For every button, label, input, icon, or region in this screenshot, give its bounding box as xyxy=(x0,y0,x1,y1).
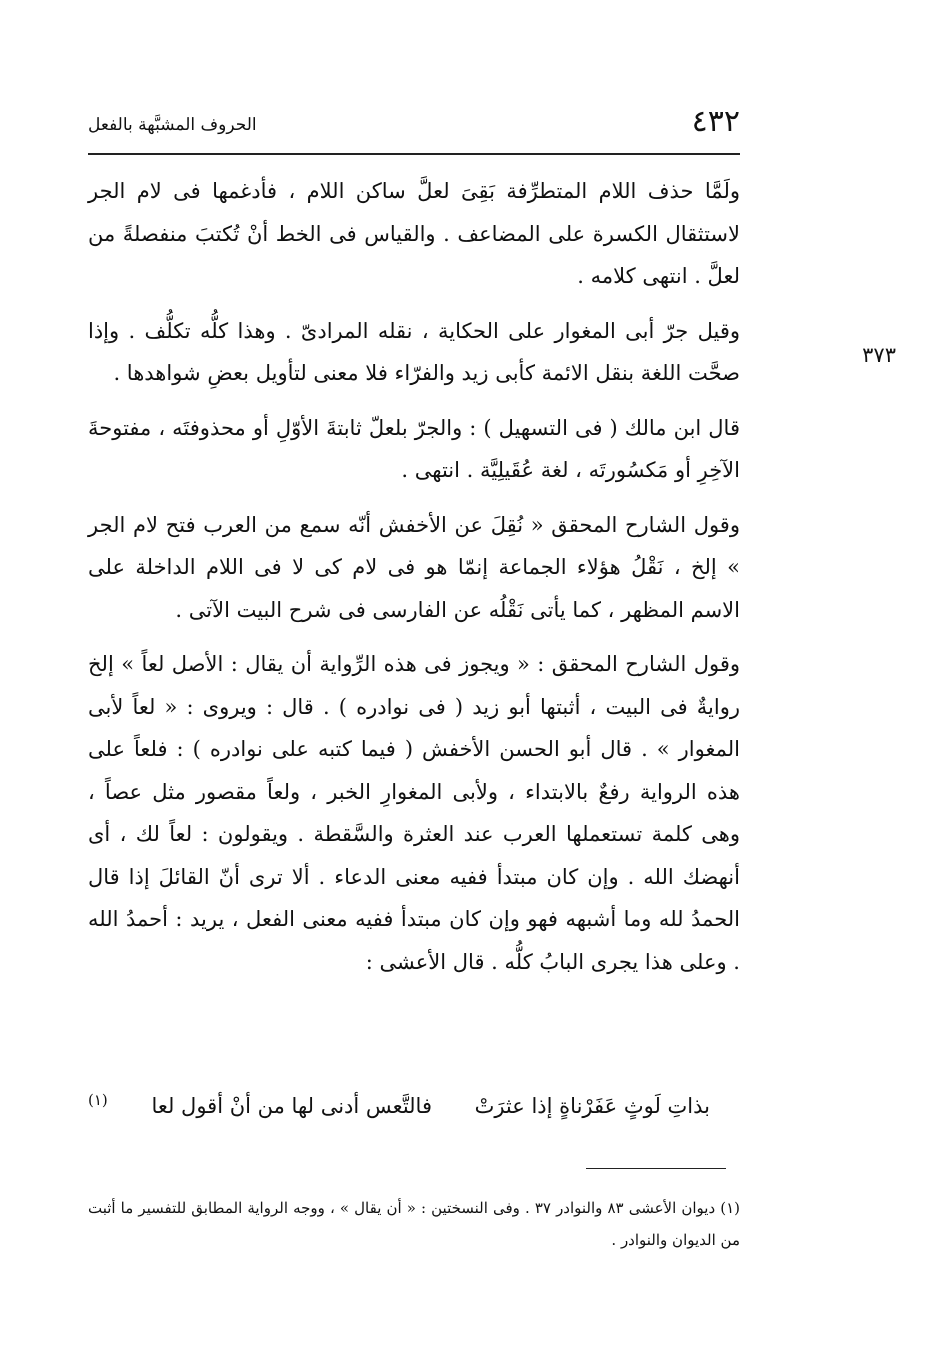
verse-second-hemistich: فالتَّعس أدنى لها من أنْ أقول لعا xyxy=(151,1094,432,1118)
footnote-reference: (١) xyxy=(88,1091,108,1109)
verse-first-hemistich: بذاتِ لَوثٍ عَفَرْناةٍ إذا عثرَتْ xyxy=(474,1094,710,1118)
running-title: الحروف المشبَّهة بالفعل xyxy=(88,115,257,135)
paragraph: وقول الشارح المحقق « نُقِلَ عن الأخفش أنّه سمع من العرب فتح لام الجر » إلخ ، نَقْلُ هؤلاء الجماعة إنمّا هو فى لام كى لا فى اللام الداخلة على الاسم المظهر ، كما يأتى نَقْلُه عن الفارسى فى شرح البيت الآتى . xyxy=(88,512,740,622)
footnote: (١) ديوان الأعشى ٨٣ والنوادر ٣٧ . وفى النسختين : « أن يقال » ، ووجه الرواية المطابق للتفسير ما أثبت من الديوان والنوادر . xyxy=(88,1199,740,1249)
page-number: ٤٣٢ xyxy=(691,104,740,139)
poetry-verse xyxy=(88,1086,740,1130)
footnote-divider xyxy=(586,1168,726,1169)
paragraph: قال ابن مالك ( فى التسهيل ) : والجرّ بلعلّ ثابتةَ الأوّلِ أو محذوفتَه ، مفتوحةَ الآخِرِ أو مَكسُورتَه ، لغة عُقَيلِيَّة . انتهى . xyxy=(88,415,740,482)
margin-note-number: ٣٧٣ xyxy=(862,343,896,367)
header-divider xyxy=(88,153,740,155)
paragraph: ولَمَّا حذف اللام المتطرِّفة بَقِىَ لعلَّ ساكن اللام ، فأدغمها فى لام الجر لاستثقال الكسرة على المضاعف . والقياس فى الخط أنْ تُكتبَ منفصلةً من لعلَّ . انتهى كلامه . xyxy=(88,179,740,288)
page-header xyxy=(88,104,740,144)
paragraph: وقيل جرّ أبى المغوار على الحكاية ، نقله المرادىّ . وهذا كلُّه تكلُّف . وإذا صحَّت اللغة بنقل الائمة كأبى زيد والفرّاء فلا معنى لتأويل بعضِ شواهدها . xyxy=(88,318,740,385)
main-text xyxy=(88,170,740,995)
paragraph: وقول الشارح المحقق : « ويجوز فى هذه الرِّواية أن يقال : الأصل لعاً » إلخ روايةٌ فى البيت ، أثبتها أبو زيد ( فى نوادره ) . قال : ويروى : « لعاً لأبى المغوار » . قال أبو الحسن الأخفش ( فيما كتبه على نوادره ) : فلعاً على هذه الرواية رفعٌ بالابتداء ، ولأبى المغوارِ الخبر ، ولعاً مقصور مثل عصاً ، وهى كلمة تستعملها العرب عند العثرة والسَّقطة . ويقولون : لعاً لك ، أى أنهضك الله . وإن كان مبتدأ ففيه معنى الدعاء . ألا ترى أنّ القائلَ إذا قال الحمدُ لله وما أشبهه فهو وإن كان مبتدأ ففيه معنى الفعل ، يريد : أحمدُ الله . وعلى هذا يجرى البابُ كلُّه . قال الأعشى : xyxy=(88,652,740,974)
